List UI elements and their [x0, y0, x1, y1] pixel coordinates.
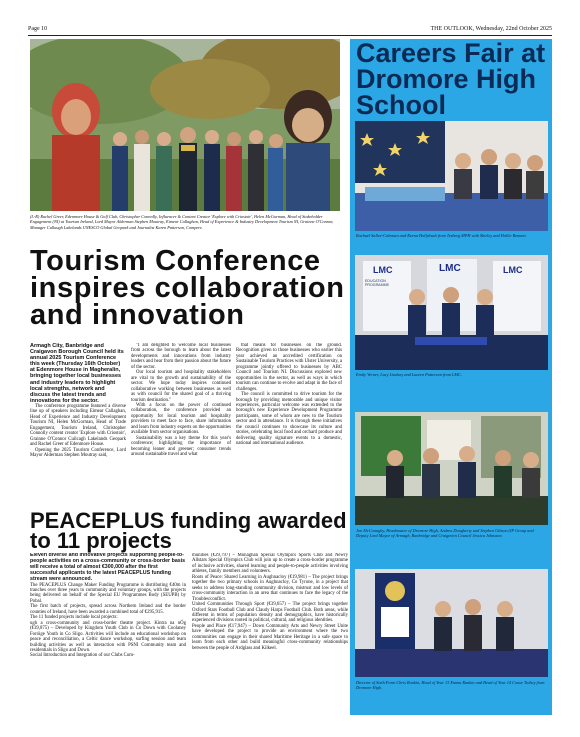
lmc-booth-title: EDUCATION PROGRAMME	[365, 279, 389, 287]
careers-photo-1	[355, 121, 548, 231]
lmc-banner-center: LMC	[439, 263, 461, 274]
tourism-paragraph: Opening the 2025 Tourism Conference, Lord Mayor Alderman Stephen Moutray said,	[30, 447, 126, 459]
lmc-banner-left: LMC	[373, 265, 393, 275]
peaceplus-paragraph: Social Introduction and Integration of our Clubs Com-	[30, 653, 135, 659]
careers-photo-3	[355, 412, 548, 525]
peaceplus-paragraph: The PEACEPLUS Change Maker Funding Programme is distributing €40m in tranches over three years to community and voluntary groups, with the projects being delivered on behalf of the Special EU Programmes Body (SEUPB) by Pobal.	[30, 582, 186, 604]
careers-caption-2: Emily Verner, Lucy Lindsay and Lauren Patterson from LMC.	[356, 372, 462, 377]
tourism-column-3	[236, 343, 342, 510]
peaceplus-paragraph: Roots of Peace: Shared Learning in Aughnacloy (€19,981) – The project brings together the two primary schools in Aughnacloy, Co Tyrone, in a project that seeks to address long-standing community division, mistrust and low levels of cross-community interaction in an area that continues to face the legacy of the Troubles/conflict.	[192, 574, 348, 602]
peaceplus-paragraph: People and Place (€17,947) – Down Community Arts and Newry Street Unite have developed the project to provide an environment where the two communities can engage in their shared Maritime Heritage in a safe space to learn from each other and build meaningful cross-community relationships between the people of Ardglass and Kilkeel.	[192, 623, 348, 651]
careers-caption-1: Rachael Sallee-Coleman and Reena Hollybush from Tesberg MPH with Shirley and Hollie Bennett.	[356, 233, 527, 238]
header-rule	[28, 35, 552, 36]
tourism-paragraph: The conference programme featured a diverse line up of speakers including Eimear Callaghan, Head of Experience and Industry Development Tourism NI, Helen McGorman, Head of Trade Engagement, Tourism Ireland, Christopher Connolly content creator 'Explore with Criostoir', Grainne O'Connor Cuilcagh Lakelands Geopark and Rachel Greer of Edenmore House.	[30, 403, 126, 448]
peaceplus-paragraph: ugh a cross-community and cross-border theatre project. Kintra na nÓg (€39,875) – Developed by Kingdom Youth Club in Co Down with Coolaney Foróige Youth in Co Sligo. Activities will include an educational workshop on peace and reconciliation, a Celtic dance workshop, surfing session and team building activities as well as interaction with PSNI Community team and residentials in Sligo and Down.	[30, 620, 186, 653]
peaceplus-headline: PEACEPLUS funding awarded to 11 projects	[30, 508, 347, 553]
careers-headline: Careers Fair at Dromore High School	[356, 38, 546, 120]
running-head: THE OUTLOOK, Wednesday, 22nd October 2025	[430, 26, 552, 32]
tourism-lead-paragraph: Armagh City, Banbridge and Craigavon Borough Council held its annual 2025 Tourism Conference this week (Thursday 16th October) at Edenmore House in Magheralin, bringing together local businesses and industry leaders to highlight local strengths, network and discuss the latest trends and innovations for the sector.	[30, 343, 124, 404]
page-number: Page 10	[28, 26, 48, 32]
tourism-photo-caption: (L-R) Rachel Greer, Edenmore House & Golf Club, Christopher Connolly, Influencer & Content Creator 'Explore with Criostoir', Helen McGorman, Head of Stakeholder Engagement (NI) at Tourism Ireland, Lord Mayor Alderman Stephen Moutray, Eimear Callaghan, Head of Experience & Industry Development Tourism NI, Grainne O'Connor, Manager Cullaugh Lakelands UNESCO Global Geopark and Journalist Karen Patterson, Compere.	[30, 214, 334, 230]
peaceplus-paragraph: The 11 funded projects include local projects:	[30, 615, 118, 621]
tourism-paragraph: The council is committed to drive tourism for the borough by providing memorable and unique visitor experiences, particular welcome was extended to the borough's new Experience Development Programme participants, some of whom are new to the Tourism sector and in attendance. It is through these initiatives the council continues to showcase its culture and stories, celebrating local food and orchard produce and delivering quality signature events to a domestic, national and international audience.	[236, 392, 342, 447]
careers-photo-4	[355, 569, 548, 677]
careers-caption-3: Jon McConaghy, Headmaster of Dromore High, Andrea Dougherty and Stephen Gibson (IP Group and Deputy Lord Mayor of Armagh, Banbridge and Craigavon Council Jessica Johnston.	[356, 528, 534, 539]
tourism-column-2	[131, 343, 231, 510]
peaceplus-paragraph: United Communities Through Sport (€39,657) – The project brings together Oxford Stars Football Club and Claudy Harps Football Club. Both areas, while different in terms of population density and demographics, have historically experienced divisions rooted in political, cultural, and religious identities.	[192, 602, 348, 624]
tourism-group-photo	[30, 39, 340, 211]
tourism-paragraph: Sustainability was a key theme for this year's conference; highlighting the importance of becoming leaner and greener; consumer trends around sustainable travel and what	[131, 435, 231, 458]
careers-caption-4: Director of Sixth Form Chris Rankin, Head of Year 13 Emma Rankin and Head of Year 14 Conor Toibey from Dromore High.	[356, 680, 545, 691]
tourism-paragraph: that means for businesses on the ground. Recognition given to those businesses who earlier this year achieved an accredited certification on Sustainable Tourism Practices with Ulster University, a programme jointly offered to businesses by ABC Council and Tourism NI. Discussions explored new opportunities in the sector, as well as ways in which tourism can continue to evolve and adapt in the face of challenges.	[236, 343, 342, 392]
peaceplus-paragraph: The first batch of projects, spread across Northern Ireland and the border counties of Ireland, have been awarded a combined total of €295,915.	[30, 604, 186, 615]
careers-photo-2	[355, 255, 548, 370]
peaceplus-lead-paragraph: Eleven diverse and innovative projects supporting people-to-people activities on a cross-community or cross-border basis will receive a total of almost €300,000 after the first successful applicants to the latest PEACEPLUS funding stream were announced.	[30, 553, 186, 582]
tourism-paragraph: "I am delighted to welcome local businesses from across the borough to learn about the latest developments and innovations from industry leaders and hear from their passion about the future of the sector.	[131, 343, 231, 370]
tourism-headline: Tourism Conference inspires collaboration and innovation	[30, 245, 345, 331]
tourism-column-1	[30, 343, 126, 510]
tourism-paragraph: Our local tourism and hospitality stakeholders are vital to the growth and sustainability of the sector. We hope today inspires continued collaborative working between businesses as well as with council for the shared goal of a thriving tourism destination."	[131, 370, 231, 403]
lmc-banner-right: LMC	[503, 265, 523, 275]
tourism-paragraph: With a focus on the power of continued collaboration, the conference provided an opportunity for local tourism and hospitality providers to meet face to face, share information and learn from industry experts on the opportunities available from sector organisations.	[131, 402, 231, 436]
peaceplus-column-2	[192, 553, 348, 717]
peaceplus-paragraph: munities (€29,797) – Monaghan Special Olympics Sports Club and Newry Allstars Special Olympics Club will join up to create a cross-border programme of inclusive activities, shared learning and people-to-people activities involving athletes, family members and volunteers.	[192, 553, 348, 575]
peaceplus-column-1	[30, 553, 186, 717]
